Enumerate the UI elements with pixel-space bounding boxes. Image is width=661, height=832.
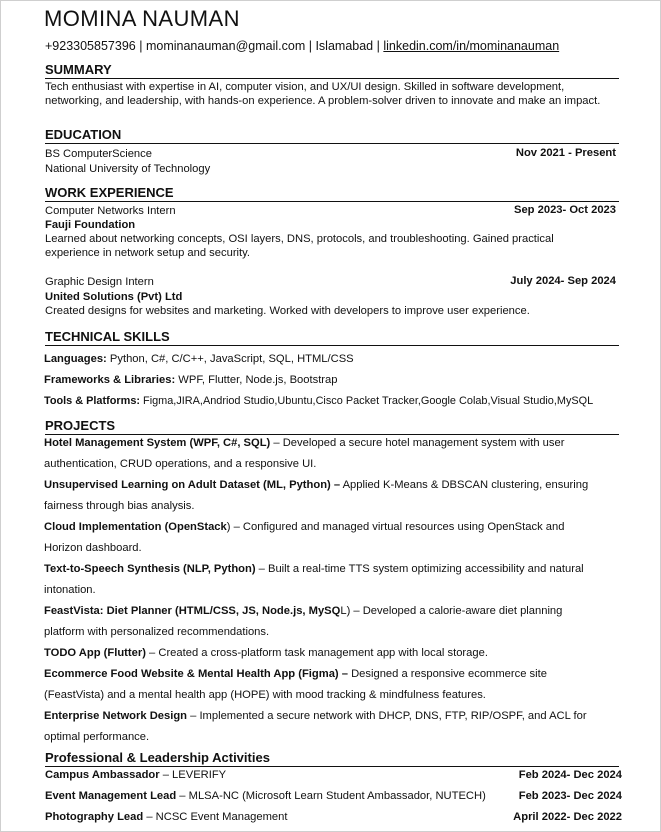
experience-dates: Sep 2023- Oct 2023 xyxy=(514,204,616,216)
skill-label: Tools & Platforms: xyxy=(44,395,141,407)
project-desc: – Built a real-time TTS system optimizing accessibility and natural intonation. xyxy=(44,563,584,596)
skill-row xyxy=(44,395,593,407)
experience-role: Graphic Design Intern xyxy=(45,276,154,288)
contact-line xyxy=(45,39,559,53)
email: mominanauman@gmail.com xyxy=(145,39,306,53)
activity-dates: Feb 2023- Dec 2024 xyxy=(518,790,622,802)
skill-label: Languages: xyxy=(44,353,107,365)
education-degree: BS ComputerScience xyxy=(45,148,152,160)
activity-role: Event Management Lead xyxy=(45,790,177,802)
project-name: Enterprise Network Design xyxy=(44,710,187,722)
experience-heading: WORK EXPERIENCE xyxy=(45,185,619,202)
project-desc: ) – Configured and managed virtual resources using OpenStack and Horizon dashboard. xyxy=(44,521,565,554)
project-name: Cloud Implementation (OpenStack xyxy=(44,521,227,533)
projects-heading: PROJECTS xyxy=(45,418,619,435)
project-name: FeastVista: Diet Planner (HTML/CSS, JS, Node.js, MySQ xyxy=(44,605,341,617)
project-desc: Applied K-Means & DBSCAN clustering, ensuring fairness through bias analysis. xyxy=(44,479,589,512)
skill-value: Python, C#, C/C++, JavaScript, SQL, HTML/CSS xyxy=(106,353,354,365)
project-name: Hotel Management System (WPF, C#, SQL) xyxy=(44,437,271,449)
activity-item xyxy=(45,811,287,823)
project-item xyxy=(44,664,584,706)
activity-item xyxy=(45,769,226,781)
summary-text: Tech enthusiast with expertise in AI, computer vision, and UX/UI design. Skilled in software development, networking, and leadership, with hands-on experience. A problem-solver driven to innovate and make an impact. xyxy=(45,81,601,107)
activity-role: Campus Ambassador xyxy=(45,769,160,781)
project-item xyxy=(44,475,614,517)
skill-row xyxy=(44,374,337,386)
activity-desc: – NCSC Event Management xyxy=(143,811,288,823)
activity-role: Photography Lead xyxy=(45,811,144,823)
experience-company: United Solutions (Pvt) Ltd xyxy=(45,291,183,303)
separator: | xyxy=(308,39,312,53)
experience-desc: Created designs for websites and marketing. Worked with developers to improve user experience. xyxy=(45,305,530,317)
activity-item xyxy=(45,790,486,802)
project-item xyxy=(44,601,604,643)
activity-desc: – LEVERIFY xyxy=(159,769,227,781)
project-name: Unsupervised Learning on Adult Dataset (ML, Python) – xyxy=(44,479,341,491)
project-name: TODO App (Flutter) xyxy=(44,647,146,659)
project-item xyxy=(44,559,619,601)
phone: +923305857396 xyxy=(45,39,136,53)
skills-heading: TECHNICAL SKILLS xyxy=(45,329,619,346)
activity-dates: April 2022- Dec 2022 xyxy=(513,811,622,823)
skill-row xyxy=(44,353,354,365)
project-name: Ecommerce Food Website & Mental Health App (Figma) – xyxy=(44,668,348,680)
education-dates: Nov 2021 - Present xyxy=(515,147,616,159)
experience-role: Computer Networks Intern xyxy=(45,205,176,217)
experience-dates: July 2024- Sep 2024 xyxy=(510,275,616,287)
project-desc: – Developed a secure hotel management system with user authentication, CRUD operations, and a responsive UI. xyxy=(44,437,565,470)
skill-label: Frameworks & Libraries: xyxy=(44,374,176,386)
activity-desc: – MLSA-NC (Microsoft Learn Student Ambassador, NUTECH) xyxy=(176,790,486,802)
project-desc: Designed a responsive ecommerce site (FeastVista) and a mental health app (HOPE) with mood tracking & mindfulness features. xyxy=(44,668,547,701)
skill-value: Figma,JIRA,Andriod Studio,Ubuntu,Cisco Packet Tracker,Google Colab,Visual Studio,MySQL xyxy=(140,395,594,407)
separator: | xyxy=(139,39,143,53)
separator: | xyxy=(376,39,380,53)
experience-company: Fauji Foundation xyxy=(45,219,136,231)
education-heading: EDUCATION xyxy=(45,127,619,144)
project-item xyxy=(44,433,604,475)
project-desc: – Implemented a secure network with DHCP, DNS, FTP, RIP/OSPF, and ACL for optimal performance. xyxy=(44,710,587,743)
activity-dates: Feb 2024- Dec 2024 xyxy=(518,769,622,781)
experience-desc: Learned about networking concepts, OSI layers, DNS, protocols, and troubleshooting. Gained practical experience in network setup and security. xyxy=(45,233,554,259)
project-desc: – Created a cross-platform task management app with local storage. xyxy=(145,647,488,659)
project-item xyxy=(44,706,614,748)
skill-value: WPF, Flutter, Node.js, Bootstrap xyxy=(175,374,338,386)
project-name: Text-to-Speech Synthesis (NLP, Python) xyxy=(44,563,256,575)
education-school: National University of Technology xyxy=(45,163,211,175)
location: Islamabad xyxy=(315,39,374,53)
project-item xyxy=(44,643,624,664)
linkedin-link[interactable]: linkedin.com/in/mominanauman xyxy=(383,39,560,53)
candidate-name: MOMINA NAUMAN xyxy=(44,6,240,31)
project-desc: L) – Developed a calorie-aware diet planning platform with personalized recommendations. xyxy=(44,605,563,638)
summary-heading: SUMMARY xyxy=(45,62,619,79)
activities-heading: Professional & Leadership Activities xyxy=(45,750,619,767)
project-item xyxy=(44,517,604,559)
